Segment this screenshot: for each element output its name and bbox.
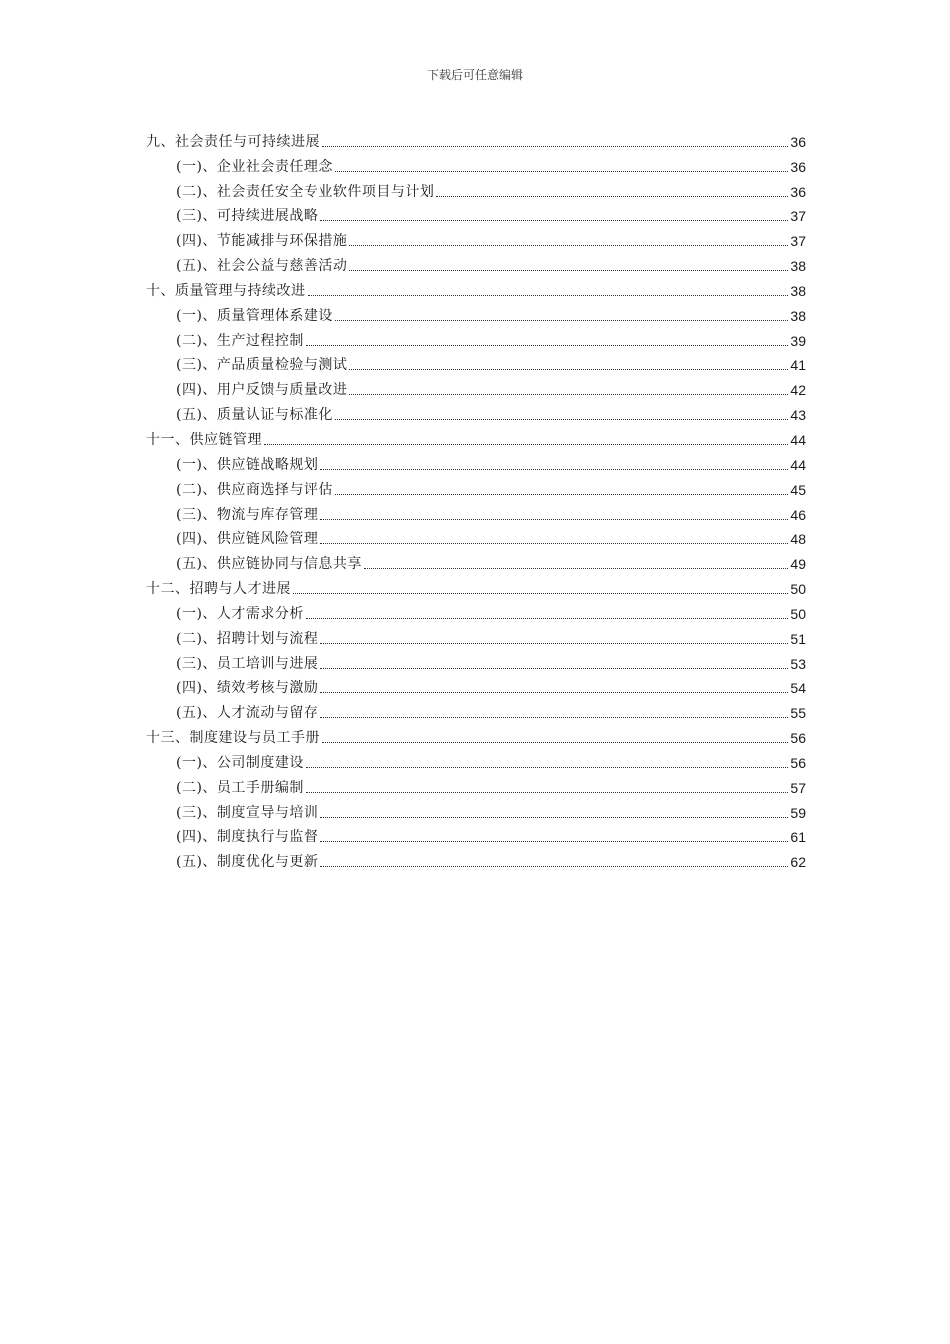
toc-entry-section[interactable] bbox=[146, 846, 806, 871]
toc-entry-page: 59 bbox=[790, 804, 806, 821]
toc-entry-label: 十二、招聘与人才进展 bbox=[146, 581, 291, 598]
page-header: 下载后可任意编辑 bbox=[426, 68, 523, 82]
toc-entry-section[interactable] bbox=[146, 176, 806, 201]
toc-entry-label: (二)、供应商选择与评估 bbox=[176, 481, 333, 498]
toc-entry-section[interactable] bbox=[146, 325, 806, 350]
toc-entry-label: (四)、制度执行与监督 bbox=[176, 829, 319, 846]
toc-entry-label: (四)、节能减排与环保措施 bbox=[176, 233, 348, 250]
toc-entry-section[interactable] bbox=[146, 374, 806, 399]
toc-leader-dots bbox=[306, 618, 788, 619]
toc-entry-page: 57 bbox=[790, 779, 806, 796]
toc-entry-label: (三)、可持续进展战略 bbox=[176, 208, 319, 225]
toc-entry-section[interactable] bbox=[146, 623, 806, 648]
toc-entry-label: (一)、供应链战略规划 bbox=[176, 456, 319, 473]
toc-entry-section[interactable] bbox=[146, 797, 806, 822]
toc-entry-label: (三)、制度宣导与培训 bbox=[176, 804, 319, 821]
toc-entry-page: 56 bbox=[790, 754, 806, 771]
toc-entry-label: (一)、企业社会责任理念 bbox=[176, 158, 333, 175]
toc-entry-label: (二)、社会责任安全专业软件项目与计划 bbox=[176, 183, 435, 200]
toc-entry-page: 45 bbox=[790, 481, 806, 498]
toc-entry-section[interactable] bbox=[146, 201, 806, 226]
toc-entry-label: (二)、生产过程控制 bbox=[176, 332, 304, 349]
toc-entry-page: 48 bbox=[790, 531, 806, 548]
toc-leader-dots bbox=[322, 146, 788, 147]
toc-entry-label: (四)、供应链风险管理 bbox=[176, 531, 319, 548]
toc-entry-chapter[interactable] bbox=[146, 126, 806, 151]
toc-entry-label: (五)、质量认证与标准化 bbox=[176, 407, 333, 424]
toc-entry-label: (一)、人才需求分析 bbox=[176, 605, 304, 622]
toc-entry-page: 61 bbox=[790, 829, 806, 846]
toc-entry-section[interactable] bbox=[146, 598, 806, 623]
toc-leader-dots bbox=[293, 593, 788, 594]
toc-leader-dots bbox=[335, 494, 788, 495]
toc-entry-page: 38 bbox=[790, 258, 806, 275]
toc-leader-dots bbox=[308, 295, 789, 296]
toc-entry-section[interactable] bbox=[146, 250, 806, 275]
toc-entry-page: 50 bbox=[790, 581, 806, 598]
toc-leader-dots bbox=[322, 742, 788, 743]
toc-entry-page: 46 bbox=[790, 506, 806, 523]
toc-leader-dots bbox=[335, 320, 788, 321]
toc-leader-dots bbox=[320, 220, 788, 221]
toc-entry-label: (五)、供应链协同与信息共享 bbox=[176, 556, 362, 573]
toc-entry-page: 50 bbox=[790, 605, 806, 622]
toc-entry-page: 55 bbox=[790, 705, 806, 722]
toc-entry-section[interactable] bbox=[146, 499, 806, 524]
toc-entry-section[interactable] bbox=[146, 747, 806, 772]
toc-entry-chapter[interactable] bbox=[146, 275, 806, 300]
toc-leader-dots bbox=[320, 817, 788, 818]
toc-entry-page: 37 bbox=[790, 233, 806, 250]
table-of-contents bbox=[146, 126, 806, 871]
toc-entry-label: 十三、制度建设与员工手册 bbox=[146, 730, 320, 747]
toc-entry-section[interactable] bbox=[146, 524, 806, 549]
toc-entry-page: 43 bbox=[790, 407, 806, 424]
toc-entry-label: (三)、员工培训与进展 bbox=[176, 655, 319, 672]
toc-entry-page: 38 bbox=[790, 282, 806, 299]
toc-leader-dots bbox=[320, 866, 788, 867]
toc-entry-page: 36 bbox=[790, 133, 806, 150]
toc-entry-label: (五)、制度优化与更新 bbox=[176, 854, 319, 871]
toc-entry-label: 九、社会责任与可持续进展 bbox=[146, 133, 320, 150]
toc-entry-page: 54 bbox=[790, 680, 806, 697]
toc-entry-page: 53 bbox=[790, 655, 806, 672]
toc-entry-label: 十、质量管理与持续改进 bbox=[146, 282, 306, 299]
toc-entry-section[interactable] bbox=[146, 548, 806, 573]
toc-entry-page: 49 bbox=[790, 556, 806, 573]
toc-leader-dots bbox=[349, 369, 788, 370]
toc-entry-section[interactable] bbox=[146, 697, 806, 722]
toc-entry-section[interactable] bbox=[146, 822, 806, 847]
toc-entry-section[interactable] bbox=[146, 151, 806, 176]
toc-entry-page: 37 bbox=[790, 208, 806, 225]
toc-entry-section[interactable] bbox=[146, 350, 806, 375]
toc-entry-label: (二)、员工手册编制 bbox=[176, 779, 304, 796]
toc-leader-dots bbox=[264, 444, 788, 445]
toc-entry-label: (三)、物流与库存管理 bbox=[176, 506, 319, 523]
toc-entry-label: 十一、供应链管理 bbox=[146, 431, 262, 448]
toc-entry-label: (五)、社会公益与慈善活动 bbox=[176, 258, 348, 275]
toc-entry-page: 62 bbox=[790, 854, 806, 871]
toc-entry-chapter[interactable] bbox=[146, 424, 806, 449]
toc-entry-page: 39 bbox=[790, 332, 806, 349]
toc-entry-chapter[interactable] bbox=[146, 722, 806, 747]
toc-entry-page: 41 bbox=[790, 357, 806, 374]
toc-entry-section[interactable] bbox=[146, 772, 806, 797]
toc-leader-dots bbox=[306, 767, 788, 768]
toc-leader-dots bbox=[320, 692, 788, 693]
toc-leader-dots bbox=[320, 543, 788, 544]
toc-leader-dots bbox=[349, 394, 788, 395]
toc-entry-label: (三)、产品质量检验与测试 bbox=[176, 357, 348, 374]
toc-entry-section[interactable] bbox=[146, 225, 806, 250]
toc-leader-dots bbox=[320, 717, 788, 718]
toc-entry-section[interactable] bbox=[146, 300, 806, 325]
toc-entry-label: (四)、绩效考核与激励 bbox=[176, 680, 319, 697]
toc-leader-dots bbox=[349, 245, 788, 246]
toc-leader-dots bbox=[306, 792, 788, 793]
toc-entry-section[interactable] bbox=[146, 648, 806, 673]
toc-entry-page: 42 bbox=[790, 382, 806, 399]
toc-leader-dots bbox=[320, 841, 788, 842]
toc-entry-label: (一)、质量管理体系建设 bbox=[176, 307, 333, 324]
toc-entry-label: (二)、招聘计划与流程 bbox=[176, 630, 319, 647]
toc-entry-page: 51 bbox=[790, 630, 806, 647]
toc-leader-dots bbox=[335, 419, 788, 420]
toc-entry-label: (五)、人才流动与留存 bbox=[176, 705, 319, 722]
toc-entry-page: 44 bbox=[790, 456, 806, 473]
toc-leader-dots bbox=[436, 196, 788, 197]
toc-entry-section[interactable] bbox=[146, 449, 806, 474]
toc-leader-dots bbox=[364, 568, 788, 569]
toc-leader-dots bbox=[335, 171, 788, 172]
toc-entry-page: 36 bbox=[790, 158, 806, 175]
toc-entry-label: (四)、用户反馈与质量改进 bbox=[176, 382, 348, 399]
toc-entry-label: (一)、公司制度建设 bbox=[176, 754, 304, 771]
toc-leader-dots bbox=[320, 643, 788, 644]
toc-entry-section[interactable] bbox=[146, 399, 806, 424]
toc-entry-page: 44 bbox=[790, 431, 806, 448]
toc-entry-section[interactable] bbox=[146, 474, 806, 499]
toc-leader-dots bbox=[349, 270, 788, 271]
toc-entry-page: 56 bbox=[790, 730, 806, 747]
toc-leader-dots bbox=[306, 345, 788, 346]
toc-entry-page: 36 bbox=[790, 183, 806, 200]
toc-leader-dots bbox=[320, 469, 788, 470]
toc-leader-dots bbox=[320, 668, 788, 669]
toc-entry-section[interactable] bbox=[146, 673, 806, 698]
toc-entry-chapter[interactable] bbox=[146, 573, 806, 598]
toc-entry-page: 38 bbox=[790, 307, 806, 324]
toc-leader-dots bbox=[320, 519, 788, 520]
